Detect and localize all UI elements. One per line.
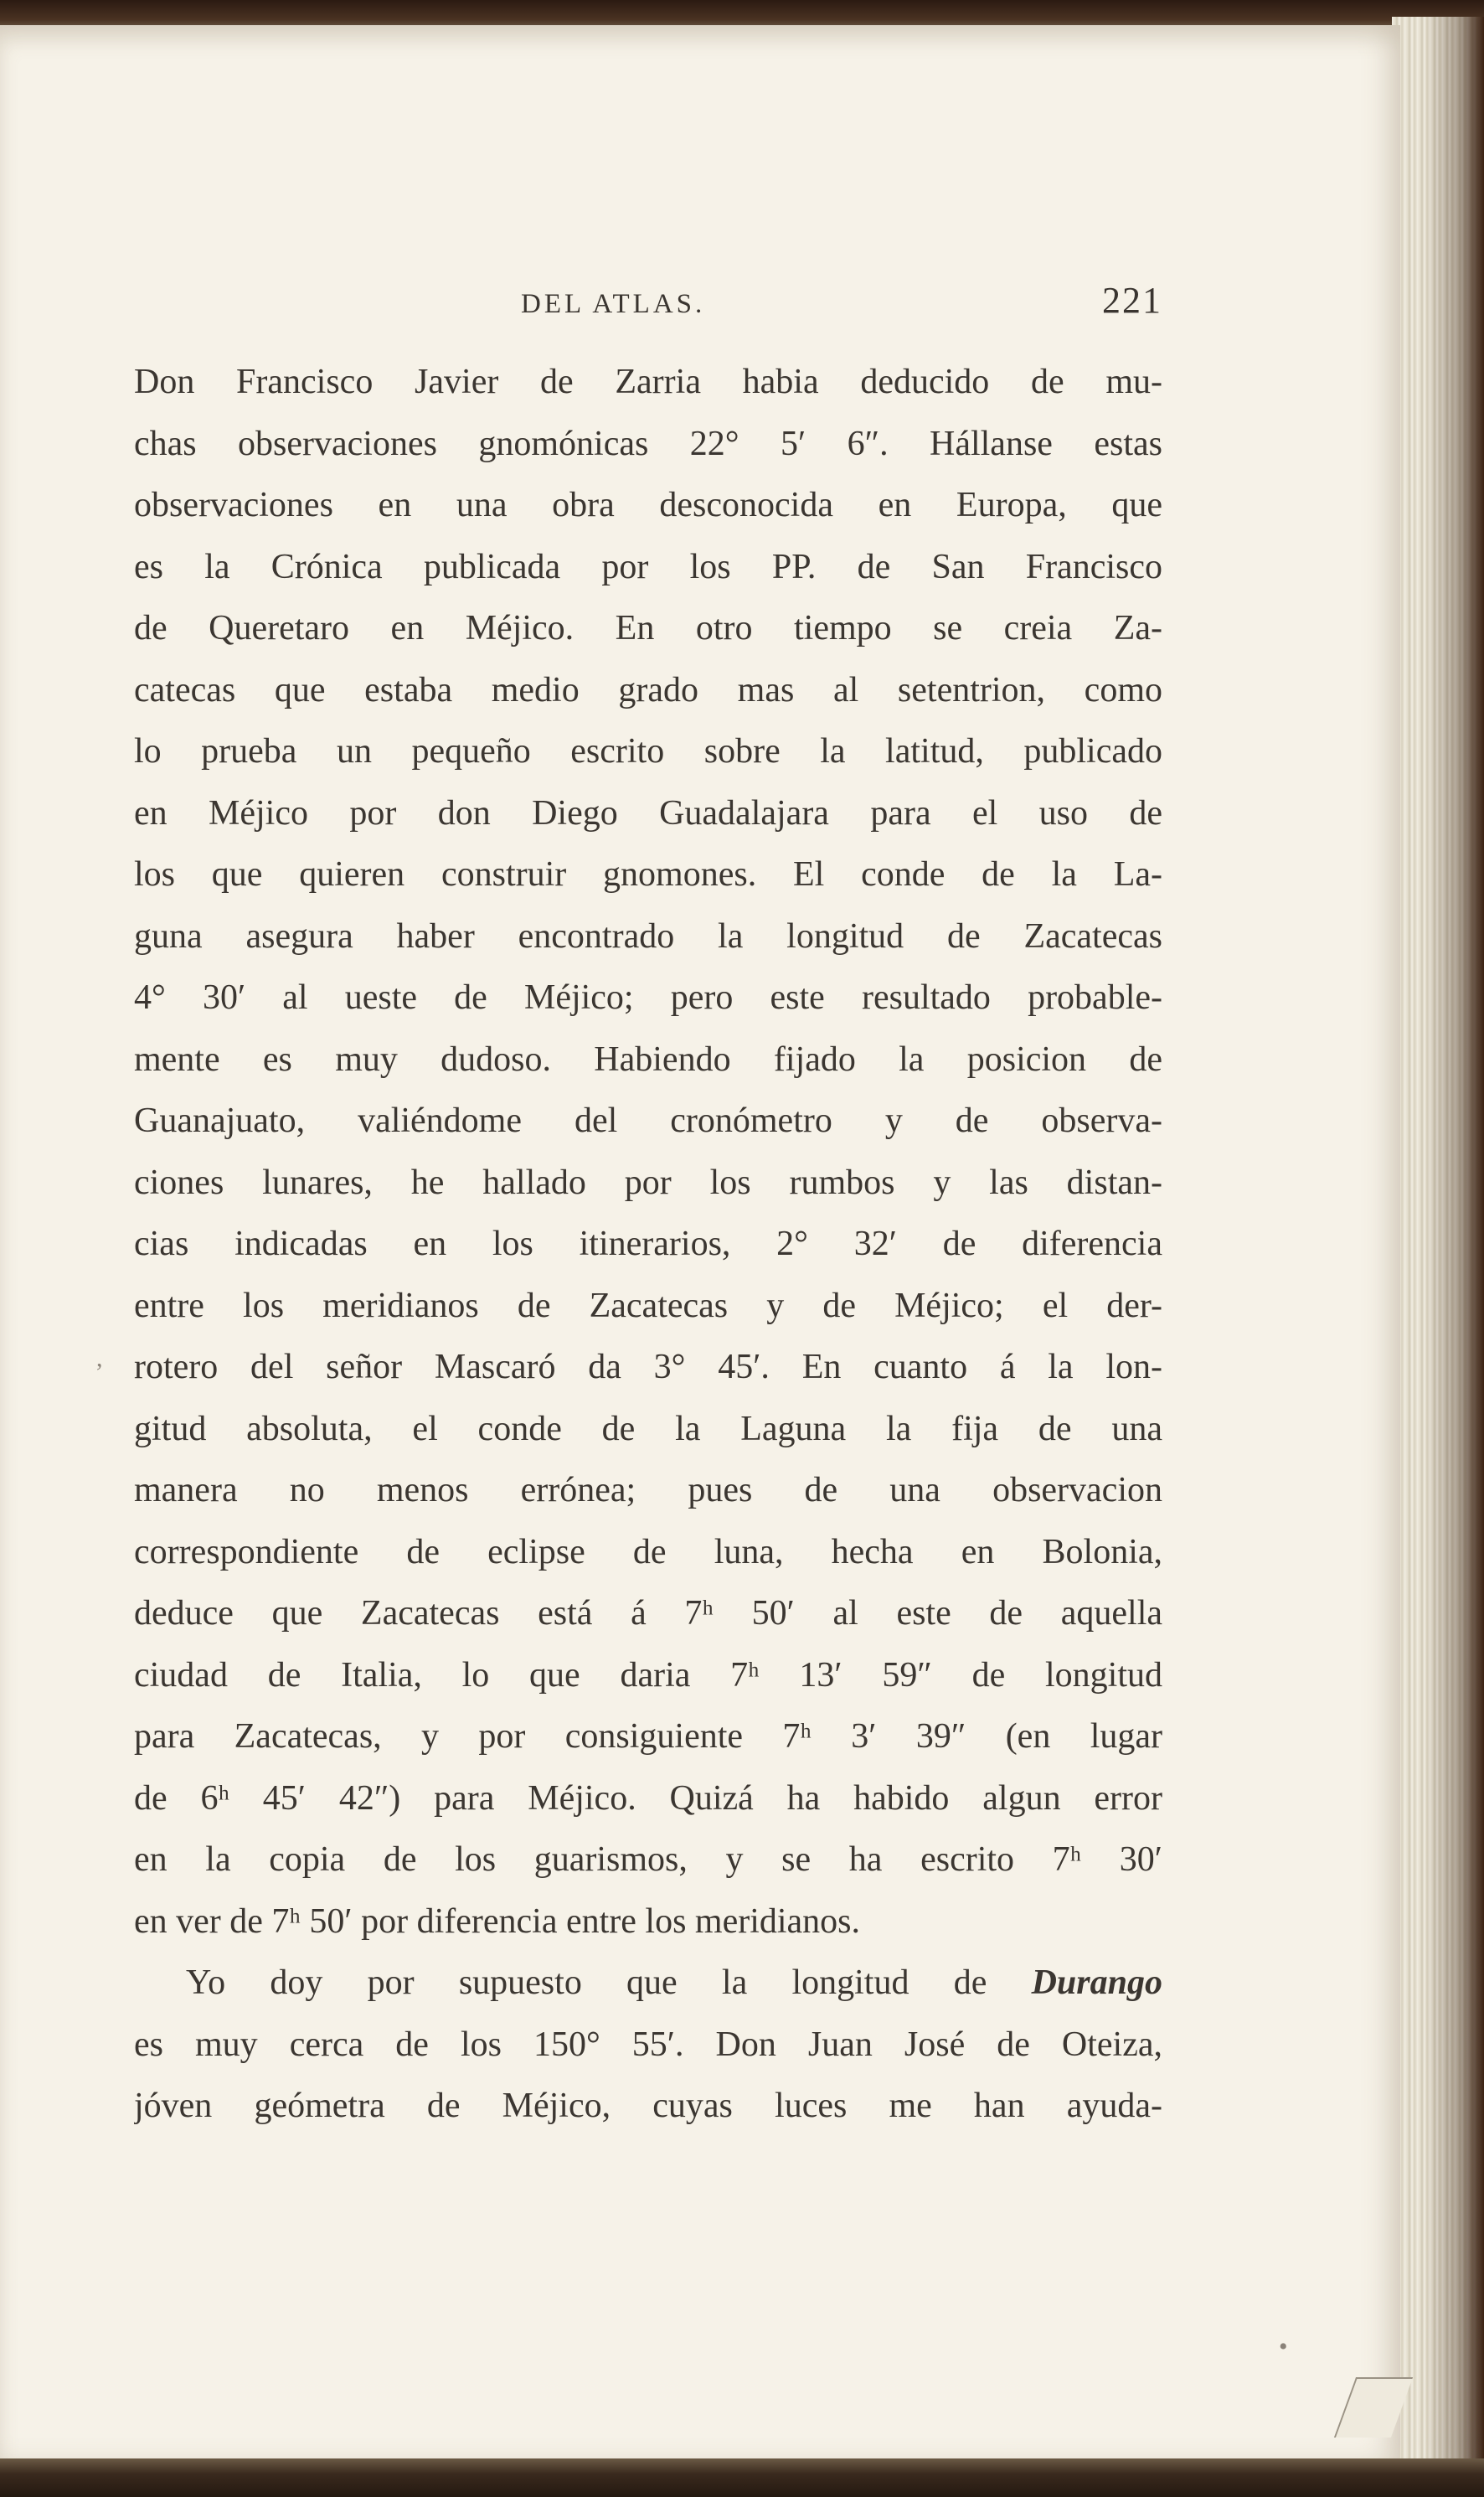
running-title: DEL ATLAS. [521, 289, 706, 319]
text-line: observaciones en una obra desconocida en Europa, que [134, 486, 1162, 524]
text-line: correspondiente de eclipse de luna, hecha en Bolonia, [134, 1532, 1162, 1571]
page [0, 25, 1400, 2463]
text-line: en ver de 7ʰ 50′ por diferencia entre los meridianos. [134, 1901, 861, 1941]
text-line: mente es muy dudoso. Habiendo fijado la posicion de [134, 1040, 1162, 1079]
text-line: de Queretaro en Méjico. En otro tiempo se creia Za- [134, 609, 1162, 647]
text-line: deduce que Zacatecas está á 7ʰ 50′ al este de aquella [134, 1594, 1162, 1633]
text-line: jóven geómetra de Méjico, cuyas luces me han ayuda- [134, 2087, 1162, 2125]
text-line: ciones lunares, he hallado por los rumbos y las distan- [134, 1163, 1162, 1202]
body-text [134, 352, 1162, 2138]
page-number: 221 [1102, 280, 1162, 321]
text-line: para Zacatecas, y por consiguiente 7ʰ 3′ 39″ (en lugar [134, 1717, 1162, 1756]
text-line: los que quieren construir gnomones. El conde de la La- [134, 855, 1162, 894]
text-line: gitud absoluta, el conde de la Laguna la fija de una [134, 1409, 1162, 1448]
text-line: chas observaciones gnomónicas 22° 5′ 6″. Hállanse estas [134, 424, 1162, 463]
text-line: en la copia de los guarismos, y se ha escrito 7ʰ 30′ [134, 1840, 1162, 1879]
text-line: de 6ʰ 45′ 42″) para Méjico. Quizá ha habido algun error [134, 1778, 1162, 1818]
text-line: es muy cerca de los 150° 55′. Don Juan José de Oteiza, [134, 2025, 1162, 2064]
place-name-italic: Durango [1031, 1963, 1162, 2002]
text-line: guna asegura haber encontrado la longitud de Zacatecas [134, 916, 1162, 956]
paragraph-start-line [134, 1953, 1162, 2015]
margin-mark: , [96, 1344, 103, 1372]
text-line: en Méjico por don Diego Guadalajara para el uso de [134, 793, 1162, 833]
spine-shadow [1424, 17, 1484, 2471]
text-line: Guanajuato, valiéndome del cronómetro y de observa- [134, 1101, 1162, 1140]
text-line: cias indicadas en los itinerarios, 2° 32′ de diferencia [134, 1225, 1162, 1263]
text-line: ciudad de Italia, lo que daria 7ʰ 13′ 59″ de longitud [134, 1655, 1162, 1695]
text-line: lo prueba un pequeño escrito sobre la latitud, publicado [134, 732, 1162, 771]
top-binding-edge [0, 0, 1484, 28]
text-line: 4° 30′ al ueste de Méjico; pero este resultado probable- [134, 978, 1162, 1017]
text-line: catecas que estaba medio grado mas al setentrion, como [134, 670, 1162, 709]
text-line: es la Crónica publicada por los PP. de San Francisco [134, 547, 1162, 586]
bottom-binding-edge [0, 2458, 1484, 2497]
text-line: Don Francisco Javier de Zarria habia deducido de mu- [134, 363, 1162, 401]
margin-mark: • [1279, 2333, 1288, 2360]
text-line: entre los meridianos de Zacatecas y de Méjico; el der- [134, 1286, 1162, 1325]
text-line: manera no menos errónea; pues de una observacion [134, 1471, 1162, 1509]
text-line: rotero del señor Mascaró da 3° 45′. En cuanto á la lon- [134, 1348, 1162, 1386]
text-segment: Yo doy por supuesto que la longitud de [186, 1963, 987, 2002]
page-header [134, 264, 1162, 322]
